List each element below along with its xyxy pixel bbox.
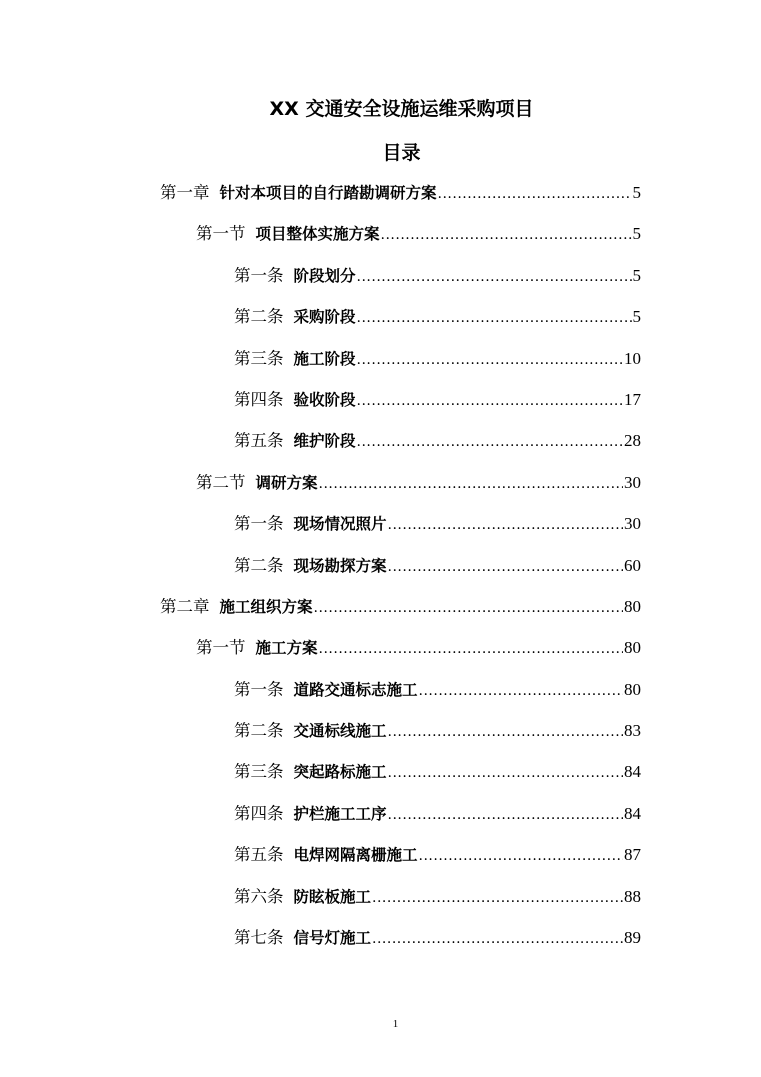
toc-entry-page: 87: [624, 845, 641, 865]
toc-entry-label: 施工方案: [255, 639, 318, 658]
toc-entry-page: 80: [624, 638, 641, 658]
toc-entry[interactable]: [0, 925, 761, 966]
toc-dot-leader: [381, 222, 632, 248]
toc-entry[interactable]: [0, 221, 761, 262]
toc-entry-page: 30: [624, 472, 641, 492]
toc-dot-leader: [357, 347, 623, 373]
toc-dot-leader: [438, 181, 632, 207]
toc-entry-prefix: 第一章: [160, 183, 210, 202]
toc-entry[interactable]: [0, 428, 761, 469]
toc-dot-leader: [419, 843, 623, 869]
toc-entry-label: 护栏施工工序: [293, 804, 387, 823]
toc-entry-page: 80: [624, 596, 641, 616]
toc-entry-page: 89: [624, 928, 641, 948]
toc-entry-page: 83: [624, 721, 641, 741]
toc-dot-leader: [388, 512, 623, 538]
toc-entry-page: 17: [624, 389, 641, 409]
toc-entry[interactable]: [0, 263, 761, 304]
toc-dot-leader: [319, 471, 623, 497]
toc-entry-label: 施工阶段: [293, 349, 356, 368]
page-number: 1: [392, 1018, 399, 1030]
toc-dot-leader: [388, 554, 623, 580]
document-title: XX 交通安全设施运维采购项目: [269, 98, 534, 120]
toc-entry-prefix: 第二节: [196, 472, 246, 492]
toc-entry[interactable]: [0, 842, 761, 883]
toc-entry[interactable]: [0, 511, 761, 552]
toc-entry-label: 施工组织方案: [219, 597, 313, 616]
toc-entry-prefix: 第三条: [234, 762, 284, 782]
toc-entry-page: 80: [624, 679, 641, 699]
toc-heading: 目录: [382, 142, 421, 164]
toc-dot-leader: [419, 678, 623, 704]
toc-entry-prefix: 第一节: [196, 638, 246, 658]
toc-entry-prefix: 第七条: [234, 928, 284, 948]
toc-entry[interactable]: [0, 594, 761, 635]
toc-entry-label: 突起路标施工: [293, 763, 387, 782]
toc-entry[interactable]: [0, 304, 761, 345]
toc-entry[interactable]: [0, 635, 761, 676]
toc-entry[interactable]: [0, 677, 761, 718]
toc-entry-page: 10: [624, 348, 641, 368]
toc-entry-page: 84: [624, 803, 641, 823]
toc-entry-label: 验收阶段: [293, 390, 356, 409]
toc-entry-prefix: 第二条: [234, 721, 284, 741]
toc-entry-prefix: 第五条: [234, 431, 284, 451]
toc-entry-prefix: 第二条: [234, 555, 284, 575]
toc-entry-label: 项目整体实施方案: [255, 225, 380, 244]
toc-entry[interactable]: [0, 346, 761, 387]
toc-entry-prefix: 第一条: [234, 679, 284, 699]
toc-entry-label: 阶段划分: [293, 266, 356, 285]
toc-dot-leader: [388, 760, 623, 786]
toc-entry[interactable]: [0, 884, 761, 925]
toc-entry[interactable]: [0, 801, 761, 842]
toc-entry-label: 信号灯施工: [293, 929, 372, 948]
toc-entry-prefix: 第一条: [234, 265, 284, 285]
toc-dot-leader: [357, 429, 623, 455]
toc-entry[interactable]: [0, 718, 761, 759]
toc-entry-label: 道路交通标志施工: [293, 680, 418, 699]
toc-dot-leader: [314, 595, 623, 621]
toc-entry-prefix: 第一节: [196, 224, 246, 244]
toc-entry-page: 88: [624, 886, 641, 906]
toc-entry-label: 现场情况照片: [293, 515, 387, 534]
toc-entry-prefix: 第一条: [234, 514, 284, 534]
toc-entry-label: 防眩板施工: [293, 887, 372, 906]
toc-dot-leader: [357, 264, 632, 290]
toc-dot-leader: [388, 719, 623, 745]
toc-entry-label: 电焊网隔离栅施工: [293, 846, 418, 865]
toc-entry-prefix: 第三条: [234, 348, 284, 368]
toc-dot-leader: [372, 926, 623, 952]
toc-entry[interactable]: [0, 759, 761, 800]
toc-dot-leader: [319, 636, 623, 662]
toc-entry-prefix: 第四条: [234, 389, 284, 409]
toc-entry-page: 28: [624, 431, 641, 451]
toc-entry[interactable]: [0, 470, 761, 511]
toc-entry-page: 30: [624, 514, 641, 534]
toc-entry-prefix: 第二条: [234, 307, 284, 327]
toc-entry-page: 5: [632, 265, 641, 285]
toc-entry-label: 针对本项目的自行踏勘调研方案: [219, 184, 437, 202]
toc-entry-page: 84: [624, 762, 641, 782]
toc-entry-prefix: 第六条: [234, 886, 284, 906]
toc-entry-page: 5: [632, 307, 641, 327]
toc-dot-leader: [357, 305, 632, 331]
toc-entry[interactable]: [0, 180, 761, 221]
toc-entry-label: 现场勘探方案: [293, 556, 387, 575]
toc-dot-leader: [357, 388, 623, 414]
toc-entry-prefix: 第二章: [160, 596, 210, 616]
toc-entry[interactable]: [0, 553, 761, 594]
toc-dot-leader: [372, 885, 623, 911]
toc-entry-page: 60: [624, 555, 641, 575]
table-of-contents: [0, 180, 761, 966]
toc-entry-page: 5: [632, 224, 641, 244]
toc-entry-prefix: 第四条: [234, 803, 284, 823]
toc-entry-prefix: 第五条: [234, 845, 284, 865]
toc-entry-label: 维护阶段: [293, 432, 356, 451]
toc-entry[interactable]: [0, 387, 761, 428]
toc-entry-label: 调研方案: [255, 473, 318, 492]
toc-entry-page: 5: [632, 183, 641, 202]
toc-dot-leader: [388, 802, 623, 828]
toc-entry-label: 采购阶段: [293, 308, 356, 327]
toc-entry-label: 交通标线施工: [293, 722, 387, 741]
